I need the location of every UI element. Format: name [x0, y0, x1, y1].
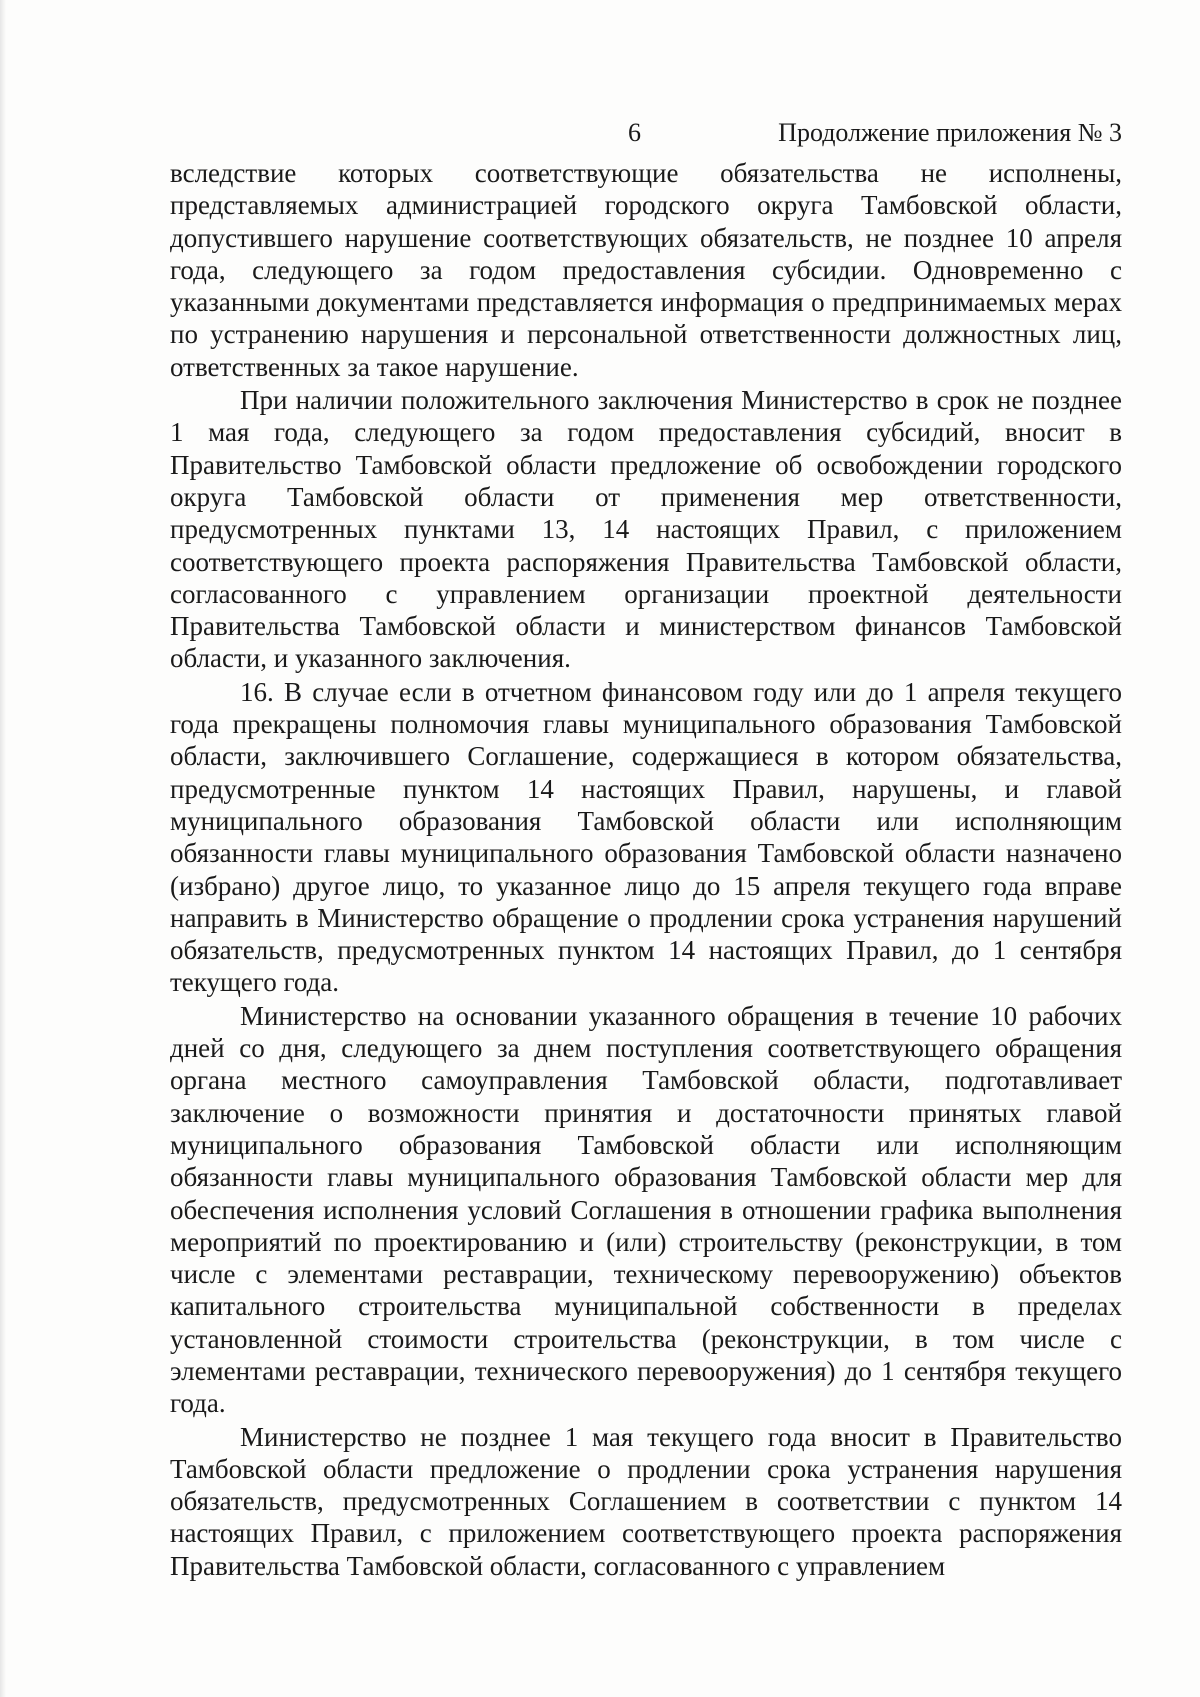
paragraph-ministry-proposal: Министерство не позднее 1 мая текущего года вносит в Правительство Тамбовской области предложение о продлении срока устранения нарушения обязательств, предусмотренных Соглашением в соответствии с пунктом 14 настоящих Правил, с приложением соответствующего проекта распоряжения Правительства Тамбовской области, согласованного с управлением	[170, 1421, 1122, 1581]
document-body	[170, 157, 1122, 1582]
paragraph-ministry-review: Министерство на основании указанного обращения в течение 10 рабочих дней со дня, следующего за днем поступления соответствующего обращения органа местного самоуправления Тамбовской области, подготавливает заключение о возможности принятия и достаточности принятых главой муниципального образования Тамбовской области или исполняющим обязанности главы муниципального образования Тамбовской области мер для обеспечения исполнения условий Соглашения в отношении графика выполнения мероприятий по проектированию и (или) строительству (реконструкции, в том числе с элементами реставрации, техническому перевооружению) объектов капитального строительства муниципальной собственности в пределах установленной стоимости строительства (реконструкции, в том числе с элементами реставрации, технического перевооружения) до 1 сентября текущего года.	[170, 1000, 1122, 1419]
page-number: 6	[628, 118, 641, 147]
scan-edge-shadow	[0, 0, 6, 1697]
paragraph-continued: вследствие которых соответствующие обязательства не исполнены, представляемых администрацией городского округа Тамбовской области, допустившего нарушение соответствующих обязательств, не позднее 10 апреля года, следующего за годом предоставления субсидии. Одновременно с указанными документами представляется информация о предпринимаемых мерах по устранению нарушения и персональной ответственности должностных лиц, ответственных за такое нарушение.	[170, 158, 1122, 382]
paragraph-clause-16: 16. В случае если в отчетном финансовом году или до 1 апреля текущего года прекращены полномочия главы муниципального образования Тамбовской области, заключившего Соглашение, содержащиеся в котором обязательства, предусмотренные пунктом 14 настоящих Правил, нарушены, и главой муниципального образования Тамбовской области или исполняющим обязанности главы муниципального образования Тамбовской области назначено (избрано) другое лицо, то указанное лицо до 15 апреля текущего года вправе направить в Министерство обращение о продлении срока устранения нарушений обязательств, предусмотренных пунктом 14 настоящих Правил, до 1 сентября текущего года.	[170, 676, 1122, 998]
page-header	[0, 118, 1200, 152]
appendix-continuation-label: Продолжение приложения № 3	[778, 118, 1122, 147]
paragraph-positive-conclusion: При наличии положительного заключения Министерство в срок не позднее 1 мая года, следующего за годом предоставления субсидий, вносит в Правительство Тамбовской области предложение об освобождении городского округа Тамбовской области от применения мер ответственности, предусмотренных пунктами 13, 14 настоящих Правил, с приложением соответствующего проекта распоряжения Правительства Тамбовской области, согласованного с управлением организации проектной деятельности Правительства Тамбовской области и министерством финансов Тамбовской области, и указанного заключения.	[170, 385, 1122, 674]
